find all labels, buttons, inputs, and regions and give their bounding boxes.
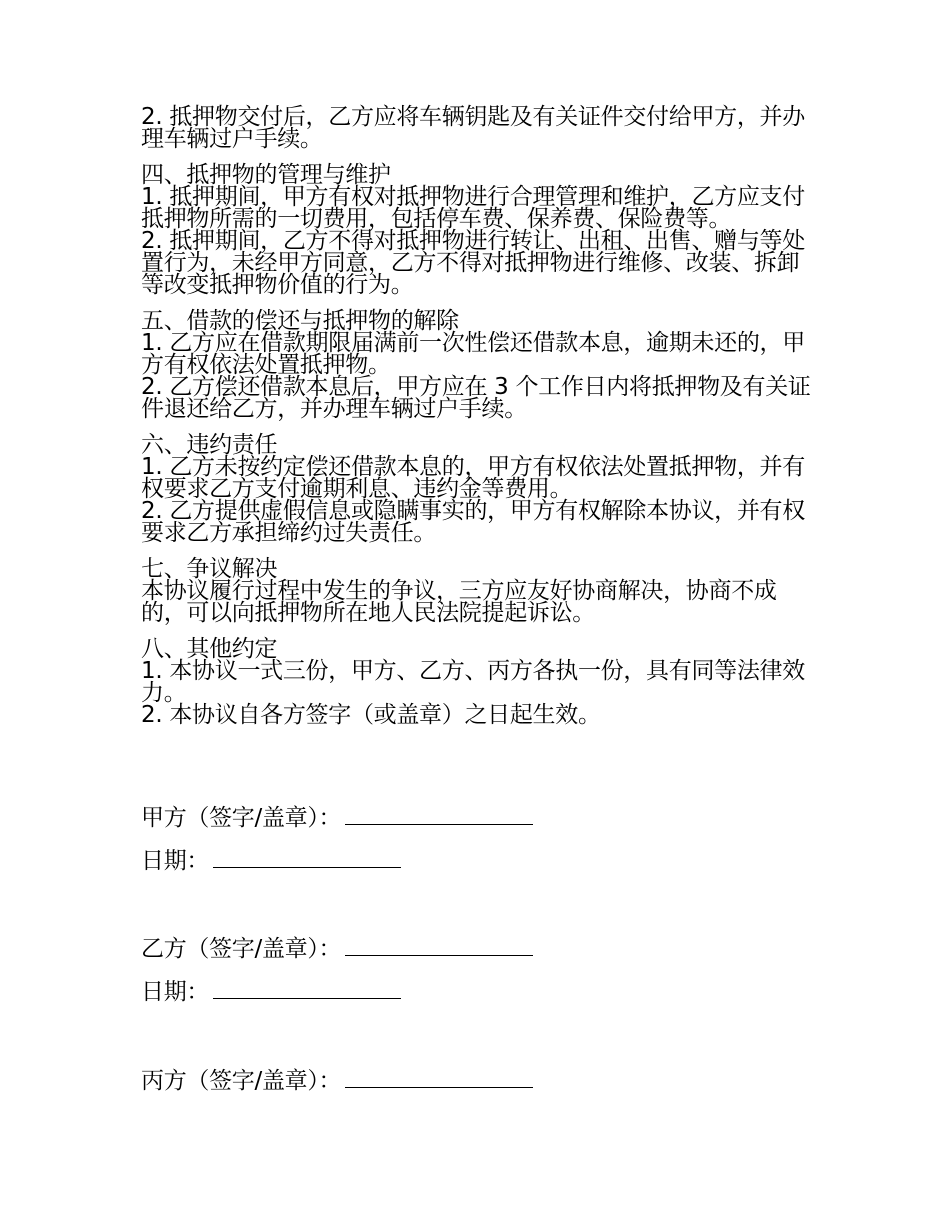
signature-line[interactable] [345,804,533,825]
party-a-signature [141,803,533,833]
clause-item: 2. 抵押物交付后，乙方应将车辆钥匙及有关证件交付给甲方，并办理车辆过户手续。 [141,104,805,152]
section-heading: 六、违约责任 [141,432,278,458]
clause-item: 1. 抵押期间，甲方有权对抵押物进行合理管理和维护，乙方应支付抵押物所需的一切费用，包括停车费、保养费、保险费等。 [141,184,805,232]
section-liability [141,434,816,544]
clause-item: 2. 乙方提供虚假信息或隐瞒事实的，甲方有权解除本协议，并有权要求乙方承担缔约过失责任。 [141,498,805,546]
section-repayment [141,310,816,420]
section-heading: 八、其他约定 [141,636,278,662]
section-heading: 四、抵押物的管理与维护 [141,162,391,188]
party-a-label: 甲方（签字/盖章）： [141,805,342,831]
party-a-date [141,846,401,876]
clause-item: 2. 抵押期间，乙方不得对抵押物进行转让、出租、出售、赠与等处置行为，未经甲方同意，乙方不得对抵押物进行维修、改装、拆卸等改变抵押物价值的行为。 [141,228,805,298]
party-b-label: 乙方（签字/盖章）： [141,936,342,962]
clause-item: 1. 乙方应在借款期限届满前一次性偿还借款本息，逾期未还的，甲方有权依法处置抵押物。 [141,330,805,378]
party-b-signature [141,934,533,964]
clause-item: 1. 本协议一式三份，甲方、乙方、丙方各执一份，具有同等法律效力。 [141,658,805,706]
signature-line[interactable] [345,935,533,956]
section-management [141,164,816,296]
clause-item: 2. 本协议自各方签字（或盖章）之日起生效。 [141,702,601,728]
section-dispute [141,558,816,624]
date-line[interactable] [213,847,401,868]
date-line[interactable] [213,978,401,999]
party-c-signature [141,1066,533,1096]
section-heading: 五、借款的偿还与抵押物的解除 [141,308,459,334]
clause-item: 2. 乙方偿还借款本息后，甲方应在 3 个工作日内将抵押物及有关证件退还给乙方，并办理车辆过户手续。 [141,374,811,422]
date-label: 日期： [141,979,210,1005]
signature-line[interactable] [345,1067,533,1088]
party-b-date [141,977,401,1007]
clause-item: 1. 乙方未按约定偿还借款本息的，甲方有权依法处置抵押物，并有权要求乙方支付逾期利息、违约金等费用。 [141,454,805,502]
section-other [141,638,816,726]
intro-clause [141,106,816,150]
date-label: 日期： [141,848,210,874]
clause-item: 本协议履行过程中发生的争议，三方应友好协商解决，协商不成的，可以向抵押物所在地人民法院提起诉讼。 [141,578,777,626]
party-c-label: 丙方（签字/盖章）： [141,1068,342,1094]
section-heading: 七、争议解决 [141,556,278,582]
document-body [141,106,816,726]
